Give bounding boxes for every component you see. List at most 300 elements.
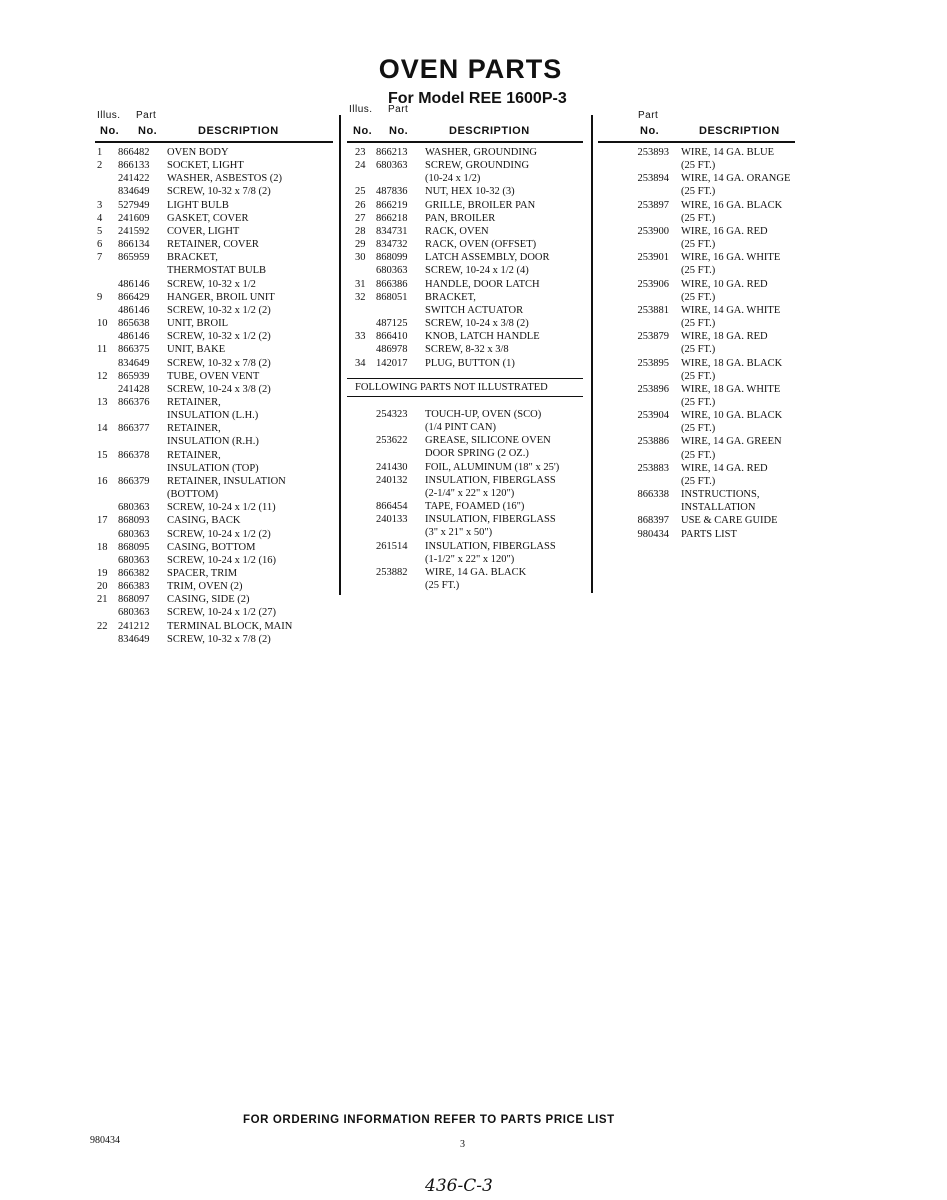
parts-row: [598, 514, 808, 527]
part-description: RACK, OVEN (OFFSET): [425, 239, 537, 251]
part-number: 241212: [118, 620, 150, 632]
parts-row: [97, 606, 337, 619]
part-number: 240133: [376, 514, 408, 526]
part-number: 253893: [637, 147, 669, 158]
part-number: 253906: [637, 278, 669, 290]
illus-number: 32: [355, 291, 366, 303]
part-description: (25 FT.): [681, 186, 716, 198]
illus-number: 33: [355, 331, 366, 343]
part-description: BRACKET,: [167, 252, 218, 264]
part-description: WIRE, 16 GA. RED: [681, 225, 768, 237]
parts-row: [355, 146, 590, 159]
part-description: (BOTTOM): [167, 489, 219, 501]
parts-row: [97, 633, 337, 646]
part-description: SCREW, 10-24 x 1/2 (11): [167, 502, 276, 514]
illus-number: 5: [97, 225, 103, 237]
parts-row: [598, 488, 808, 514]
part-number: 680363: [376, 265, 408, 277]
part-description: WIRE, 14 GA. BLUE: [681, 147, 775, 158]
parts-row: [97, 146, 337, 159]
part-description: PARTS LIST: [681, 528, 737, 540]
part-description: SCREW, 10-32 x 7/8 (2): [167, 633, 271, 645]
part-number: 834649: [118, 633, 150, 645]
parts-row: [97, 422, 337, 448]
parts-row: [97, 343, 337, 356]
part-description: PLUG, BUTTON (1): [425, 357, 515, 369]
col2-header-no: No.: [353, 125, 373, 137]
parts-row: [355, 474, 590, 500]
part-number: 866379: [118, 475, 150, 487]
part-description: INSULATION, FIBERGLASS: [425, 540, 556, 552]
part-description: WASHER, GROUNDING: [425, 147, 537, 158]
part-description: WIRE, 14 GA. GREEN: [681, 436, 782, 448]
part-description: WIRE, 18 GA. BLACK: [681, 357, 783, 369]
illus-number: 11: [97, 344, 108, 356]
part-description: RETAINER, INSULATION: [167, 475, 286, 487]
parts-row: [598, 357, 808, 383]
parts-row: [355, 238, 590, 251]
parts-row: [97, 304, 337, 317]
part-description: WIRE, 10 GA. BLACK: [681, 410, 783, 422]
part-description: GRILLE, BROILER PAN: [425, 199, 536, 211]
illus-number: 21: [97, 594, 108, 606]
parts-row: [598, 225, 808, 251]
part-description: GREASE, SILICONE OVEN: [425, 435, 551, 447]
part-number: 866219: [376, 199, 408, 211]
part-number: 865638: [118, 318, 150, 330]
col2-header-rule: [347, 141, 583, 143]
part-number: 241422: [118, 173, 150, 185]
parts-row: [97, 159, 337, 172]
col1-header-description: DESCRIPTION: [198, 125, 279, 137]
illus-number: 16: [97, 475, 108, 487]
part-number: 866213: [376, 147, 408, 158]
col1-header-illus: Illus.: [97, 110, 121, 121]
illus-number: 29: [355, 239, 366, 251]
part-description: (25 FT.): [425, 580, 460, 592]
part-description: SCREW, 10-24 x 1/2 (4): [425, 265, 529, 277]
col1-header-rule: [95, 141, 333, 143]
part-description: SPACER, TRIM: [167, 568, 238, 579]
col2-header-illus: Illus.: [349, 104, 373, 115]
illus-number: 1: [97, 147, 103, 158]
part-description: TAPE, FOAMED (16"): [425, 501, 525, 513]
part-description: LATCH ASSEMBLY, DOOR: [425, 252, 550, 264]
part-number: 680363: [118, 554, 150, 566]
illus-number: 31: [355, 278, 366, 290]
part-description: (25 FT.): [681, 370, 716, 382]
column-divider: [591, 115, 593, 593]
parts-row: [355, 408, 590, 434]
parts-row: [97, 225, 337, 238]
part-description: (2-1/4" x 22" x 120"): [425, 487, 515, 499]
parts-list-column-1: [97, 146, 337, 646]
parts-row: [97, 593, 337, 606]
part-description: (25 FT.): [681, 239, 716, 251]
part-description: INSTALLATION: [681, 502, 756, 514]
part-description: OVEN BODY: [167, 147, 229, 158]
part-description: INSULATION, FIBERGLASS: [425, 474, 556, 486]
part-description: WIRE, 16 GA. WHITE: [681, 252, 781, 264]
col3-header-part: Part: [638, 110, 659, 121]
part-description: TERMINAL BLOCK, MAIN: [167, 620, 293, 632]
parts-list-column-3: [598, 146, 808, 541]
col1-header-part: Part: [136, 110, 157, 121]
parts-row: [97, 580, 337, 593]
model-subtitle: For Model REE 1600P-3: [388, 90, 567, 107]
part-number: 253882: [376, 566, 408, 578]
parts-row: [355, 357, 590, 370]
part-description: CASING, SIDE (2): [167, 594, 250, 606]
part-description: RETAINER,: [167, 396, 221, 408]
part-description: (25 FT.): [681, 449, 716, 461]
col3-header-partno: No.: [640, 125, 660, 137]
part-number: 866134: [118, 239, 150, 251]
part-number: 253900: [637, 225, 669, 237]
part-number: 486146: [118, 331, 150, 343]
not-illustrated-list: [355, 408, 590, 592]
parts-row: [97, 528, 337, 541]
part-description: (25 FT.): [681, 344, 716, 356]
part-description: GASKET, COVER: [167, 212, 249, 224]
title-text: OVEN PARTS: [378, 54, 563, 84]
illus-number: 9: [97, 291, 103, 303]
parts-row: [97, 620, 337, 633]
part-description: WIRE, 18 GA. WHITE: [681, 383, 781, 395]
parts-row: [97, 317, 337, 330]
part-number: 253881: [637, 304, 669, 316]
part-number: 240132: [376, 474, 408, 486]
part-description: UNIT, BROIL: [167, 318, 229, 330]
part-number: 866454: [376, 501, 408, 513]
part-number: 866376: [118, 396, 150, 408]
illus-number: 30: [355, 252, 366, 264]
part-description: INSULATION, FIBERGLASS: [425, 514, 556, 526]
part-description: (25 FT.): [681, 396, 716, 408]
part-description: (25 FT.): [681, 475, 716, 487]
part-number: 241428: [118, 383, 150, 395]
parts-row: [598, 251, 808, 277]
part-number: 487125: [376, 318, 408, 330]
parts-row: [355, 251, 590, 264]
part-description: WIRE, 14 GA. ORANGE: [681, 173, 791, 185]
parts-row: [97, 554, 337, 567]
not-illustrated-heading: FOLLOWING PARTS NOT ILLUSTRATED: [355, 382, 548, 393]
part-number: 142017: [376, 357, 408, 369]
illus-number: 23: [355, 147, 366, 158]
part-description: SCREW, 10-32 x 7/8 (2): [167, 357, 271, 369]
parts-row: [97, 567, 337, 580]
part-description: SCREW, 10-24 x 3/8 (2): [167, 383, 271, 395]
parts-row: [97, 238, 337, 251]
parts-row: [355, 225, 590, 238]
part-number: 680363: [376, 160, 408, 172]
illus-number: 6: [97, 239, 103, 251]
part-number: 868051: [376, 291, 408, 303]
parts-row: [355, 199, 590, 212]
part-description: THERMOSTAT BULB: [167, 265, 267, 277]
parts-row: [97, 330, 337, 343]
parts-row: [598, 409, 808, 435]
parts-row: [97, 278, 337, 291]
col1-header-no: No.: [100, 125, 120, 137]
parts-row: [598, 383, 808, 409]
parts-row: [355, 159, 590, 185]
part-description: RETAINER,: [167, 423, 221, 435]
part-description: (1-1/2" x 22" x 120"): [425, 553, 515, 565]
part-description: INSULATION (L.H.): [167, 410, 259, 422]
part-number: 868397: [637, 515, 669, 527]
parts-row: [355, 317, 590, 330]
parts-row: [598, 435, 808, 461]
part-number: 680363: [118, 607, 150, 619]
part-description: SCREW, 10-32 x 1/2: [167, 278, 256, 290]
illus-number: 25: [355, 186, 366, 198]
part-number: 865939: [118, 370, 150, 382]
section-rule: [347, 396, 583, 397]
col2-header-part: Part: [388, 104, 409, 115]
part-description: RETAINER, COVER: [167, 239, 259, 251]
col3-header-description: DESCRIPTION: [699, 125, 780, 137]
part-description: (25 FT.): [681, 212, 716, 224]
parts-row: [355, 434, 590, 460]
parts-row: [598, 199, 808, 225]
col1-header-partno: No.: [138, 125, 158, 137]
part-number: 253897: [637, 199, 669, 211]
part-number: 834649: [118, 357, 150, 369]
part-number: 868095: [118, 541, 150, 553]
col2-header-description: DESCRIPTION: [449, 125, 530, 137]
part-description: HANDLE, DOOR LATCH: [425, 278, 540, 290]
parts-row: [97, 185, 337, 198]
part-number: 253901: [637, 252, 669, 264]
part-number: 253895: [637, 357, 669, 369]
part-description: (25 FT.): [681, 265, 716, 277]
part-number: 866218: [376, 212, 408, 224]
part-description: SCREW, 10-24 x 3/8 (2): [425, 318, 529, 330]
part-number: 253894: [637, 173, 669, 185]
part-number: 487836: [376, 186, 408, 198]
part-number: 834732: [376, 239, 408, 251]
part-description: CASING, BOTTOM: [167, 541, 256, 553]
part-number: 680363: [118, 502, 150, 514]
parts-row: [598, 528, 808, 541]
part-description: BRACKET,: [425, 291, 476, 303]
part-number: 868097: [118, 594, 150, 606]
part-number: 253904: [637, 410, 669, 422]
parts-row: [97, 212, 337, 225]
parts-row: [97, 501, 337, 514]
illus-number: 28: [355, 225, 366, 237]
page-number: 3: [460, 1139, 465, 1150]
parts-row: [598, 330, 808, 356]
illus-number: 19: [97, 568, 108, 579]
part-description: SCREW, 10-32 x 1/2 (2): [167, 331, 271, 343]
parts-row: [598, 304, 808, 330]
parts-row: [97, 291, 337, 304]
illus-number: 22: [97, 620, 108, 632]
col2-header-partno: No.: [389, 125, 409, 137]
part-number: 527949: [118, 199, 150, 211]
part-description: LIGHT BULB: [167, 199, 229, 211]
illus-number: 20: [97, 581, 108, 593]
part-description: (25 FT.): [681, 318, 716, 330]
illus-number: 10: [97, 318, 108, 330]
part-number: 261514: [376, 540, 408, 552]
part-number: 866410: [376, 331, 408, 343]
part-description: FOIL, ALUMINUM (18" x 25'): [425, 461, 560, 473]
part-description: SWITCH ACTUATOR: [425, 304, 524, 316]
part-number: 834731: [376, 225, 408, 237]
illus-number: 3: [97, 199, 103, 211]
part-number: 253886: [637, 436, 669, 448]
parts-row: [355, 278, 590, 291]
part-description: (3" x 21" x 50"): [425, 527, 493, 539]
parts-row: [355, 461, 590, 474]
part-number: 253879: [637, 331, 669, 343]
parts-row: [355, 185, 590, 198]
parts-row: [598, 172, 808, 198]
parts-row: [598, 278, 808, 304]
part-description: (1/4 PINT CAN): [425, 422, 496, 434]
illus-number: 17: [97, 515, 108, 527]
parts-row: [355, 500, 590, 513]
parts-row: [355, 513, 590, 539]
part-description: USE & CARE GUIDE: [681, 515, 778, 527]
part-description: SCREW, 10-24 x 1/2 (16): [167, 554, 276, 566]
part-description: INSULATION (R.H.): [167, 436, 259, 448]
illus-number: 4: [97, 212, 103, 224]
part-description: NUT, HEX 10-32 (3): [425, 186, 515, 198]
illus-number: 18: [97, 541, 108, 553]
parts-row: [97, 172, 337, 185]
parts-row: [97, 475, 337, 501]
parts-row: [598, 146, 808, 172]
illus-number: 7: [97, 252, 103, 264]
part-description: (25 FT.): [681, 423, 716, 435]
part-description: HANGER, BROIL UNIT: [167, 291, 275, 303]
part-description: SCREW, 10-24 x 1/2 (27): [167, 607, 276, 619]
illus-number: 24: [355, 160, 366, 172]
part-description: SCREW, 10-32 x 1/2 (2): [167, 304, 271, 316]
part-number: 866429: [118, 291, 150, 303]
illus-number: 15: [97, 449, 108, 461]
part-number: 486146: [118, 304, 150, 316]
parts-row: [97, 383, 337, 396]
section-rule: [347, 378, 583, 379]
part-number: 866482: [118, 147, 150, 158]
part-number: 868093: [118, 515, 150, 527]
part-description: RACK, OVEN: [425, 225, 489, 237]
parts-row: [97, 357, 337, 370]
part-description: DOOR SPRING (2 OZ.): [425, 448, 529, 460]
part-number: 486978: [376, 344, 408, 356]
parts-row: [97, 449, 337, 475]
part-description: TUBE, OVEN VENT: [167, 370, 260, 382]
parts-row: [97, 541, 337, 554]
part-description: SCREW, 10-24 x 1/2 (2): [167, 528, 271, 540]
parts-row: [97, 370, 337, 383]
part-description: WIRE, 16 GA. BLACK: [681, 199, 783, 211]
part-number: 680363: [118, 528, 150, 540]
parts-row: [97, 396, 337, 422]
ordering-info-footer: FOR ORDERING INFORMATION REFER TO PARTS PRICE LIST: [243, 1114, 615, 1126]
part-number: 865959: [118, 252, 150, 264]
illus-number: 34: [355, 357, 366, 369]
part-description: TOUCH-UP, OVEN (SCO): [425, 409, 542, 420]
part-description: WIRE, 10 GA. RED: [681, 278, 768, 290]
part-number: 866383: [118, 581, 150, 593]
part-description: CASING, BACK: [167, 515, 241, 527]
part-description: UNIT, BAKE: [167, 344, 226, 356]
part-description: RETAINER,: [167, 449, 221, 461]
parts-row: [97, 199, 337, 212]
part-description: SCREW, 10-32 x 7/8 (2): [167, 186, 271, 198]
part-number: 253896: [637, 383, 669, 395]
parts-row: [355, 566, 590, 592]
part-number: 866375: [118, 344, 150, 356]
part-description: (10-24 x 1/2): [425, 173, 481, 185]
part-number: 241430: [376, 461, 408, 473]
part-description: TRIM, OVEN (2): [167, 581, 243, 593]
illus-number: 14: [97, 423, 108, 435]
document-number: 980434: [90, 1135, 120, 1146]
part-description: PAN, BROILER: [425, 212, 496, 224]
part-description: KNOB, LATCH HANDLE: [425, 331, 540, 343]
part-number: 866382: [118, 568, 150, 579]
part-number: 866386: [376, 278, 408, 290]
column-divider: [339, 115, 341, 595]
part-description: WIRE, 14 GA. WHITE: [681, 304, 781, 316]
part-number: 241592: [118, 225, 150, 237]
part-number: 866378: [118, 449, 150, 461]
part-number: 241609: [118, 212, 150, 224]
part-description: WASHER, ASBESTOS (2): [167, 173, 283, 185]
parts-row: [97, 251, 337, 277]
col3-header-rule: [598, 141, 795, 143]
part-description: WIRE, 14 GA. RED: [681, 462, 768, 474]
illus-number: 13: [97, 396, 108, 408]
parts-row: [355, 264, 590, 277]
parts-row: [355, 291, 590, 317]
parts-row: [355, 540, 590, 566]
illus-number: 12: [97, 370, 108, 382]
part-number: 254323: [376, 409, 408, 420]
parts-row: [97, 514, 337, 527]
part-number: 253883: [637, 462, 669, 474]
illus-number: 2: [97, 160, 103, 172]
parts-row: [355, 330, 590, 343]
part-number: 866377: [118, 423, 150, 435]
part-number: 866338: [637, 489, 669, 501]
part-description: WIRE, 14 GA. BLACK: [425, 566, 527, 578]
illus-number: 27: [355, 212, 366, 224]
handwritten-note: 436-C-3: [425, 1176, 493, 1196]
illus-number: 26: [355, 199, 366, 211]
part-description: (25 FT.): [681, 160, 716, 172]
part-description: INSULATION (TOP): [167, 462, 259, 474]
part-description: SCREW, 8-32 x 3/8: [425, 344, 509, 356]
part-number: 486146: [118, 278, 150, 290]
page-title: [0, 54, 947, 85]
parts-list-column-2: [355, 146, 590, 370]
part-number: 980434: [637, 528, 669, 540]
part-description: (25 FT.): [681, 291, 716, 303]
part-description: SOCKET, LIGHT: [167, 160, 244, 172]
part-description: WIRE, 18 GA. RED: [681, 331, 768, 343]
part-number: 253622: [376, 435, 408, 447]
part-number: 866133: [118, 160, 150, 172]
